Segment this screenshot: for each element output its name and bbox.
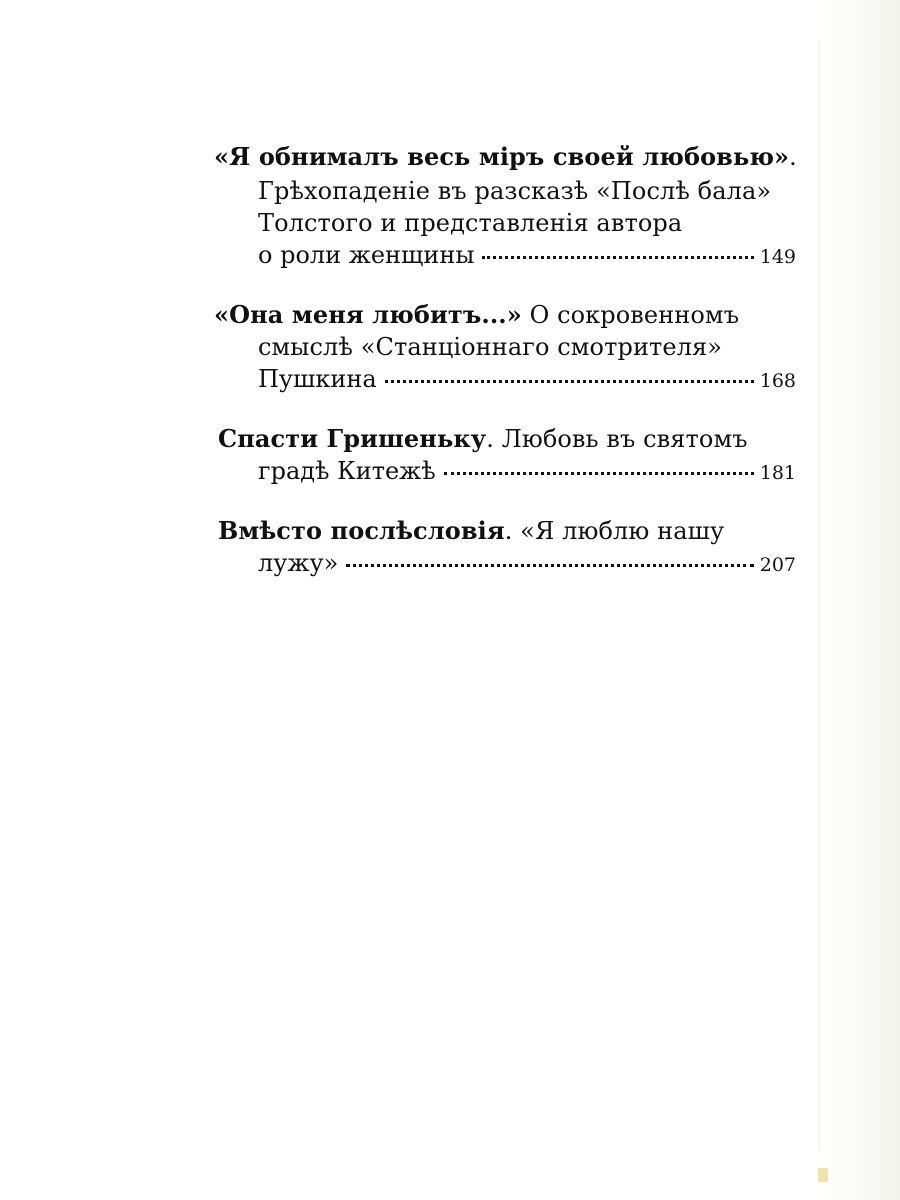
toc-entry-2-title-suffix: О сокровенномъ <box>521 301 740 329</box>
toc-entry-4-title-suffix: . «Я люблю нашу <box>504 517 725 545</box>
toc-entry-3-leader-row[interactable] <box>258 456 796 488</box>
toc-entry-1-bold-title: «Я обнималъ весь міръ своей любовью» <box>214 142 790 171</box>
toc-entry-1-leader-row[interactable] <box>258 240 796 272</box>
toc-entry-2-last-line: Пушкина <box>258 365 377 393</box>
toc-entry-2-bold-title: «Она меня любитъ...» <box>214 300 522 329</box>
toc-entry-3-title <box>218 424 748 454</box>
toc-entry-1-title-suffix: . <box>789 143 797 171</box>
toc-entry-2-title <box>214 300 739 330</box>
toc-entry-4-title <box>218 516 724 546</box>
toc-entry-2-line-1: смыслѣ «Станціоннаго смотрителя» <box>258 333 723 361</box>
toc-entry-3-bold-title: Спасти Гришеньку <box>218 424 487 453</box>
toc-entry-2-leader-row[interactable] <box>258 364 796 396</box>
toc-entry-3-leader-dots <box>444 472 754 475</box>
toc-entry-4-leader-dots <box>346 564 753 567</box>
toc-entry-2-leader-dots <box>385 380 754 383</box>
toc-entry-1-last-line: о роли женщины <box>258 241 475 269</box>
toc-entry-1-title <box>214 142 797 172</box>
toc-entry-4-last-line: лужу» <box>258 549 339 577</box>
toc-entry-4-bold-title: Вмѣсто послѣсловія <box>218 516 505 545</box>
toc-entry-4-page-number: 207 <box>759 554 796 576</box>
toc-entry-3-title-suffix: . Любовь въ святомъ <box>486 425 748 453</box>
toc-entry-1-page-number: 149 <box>759 246 796 268</box>
toc-entry-2-page-number: 168 <box>759 370 796 392</box>
toc-entry-4-leader-row[interactable] <box>258 548 796 580</box>
toc-entry-3-last-line: градѣ Китежѣ <box>258 457 436 485</box>
toc-entry-1-leader-dots <box>482 256 753 259</box>
toc-entry-1-line-2: Толстого и представленія автора <box>258 209 683 237</box>
toc-entry-1-line-1: Грѣхопаденіе въ разсказѣ «Послѣ бала» <box>258 177 772 205</box>
toc-entry-3-page-number: 181 <box>759 462 796 484</box>
